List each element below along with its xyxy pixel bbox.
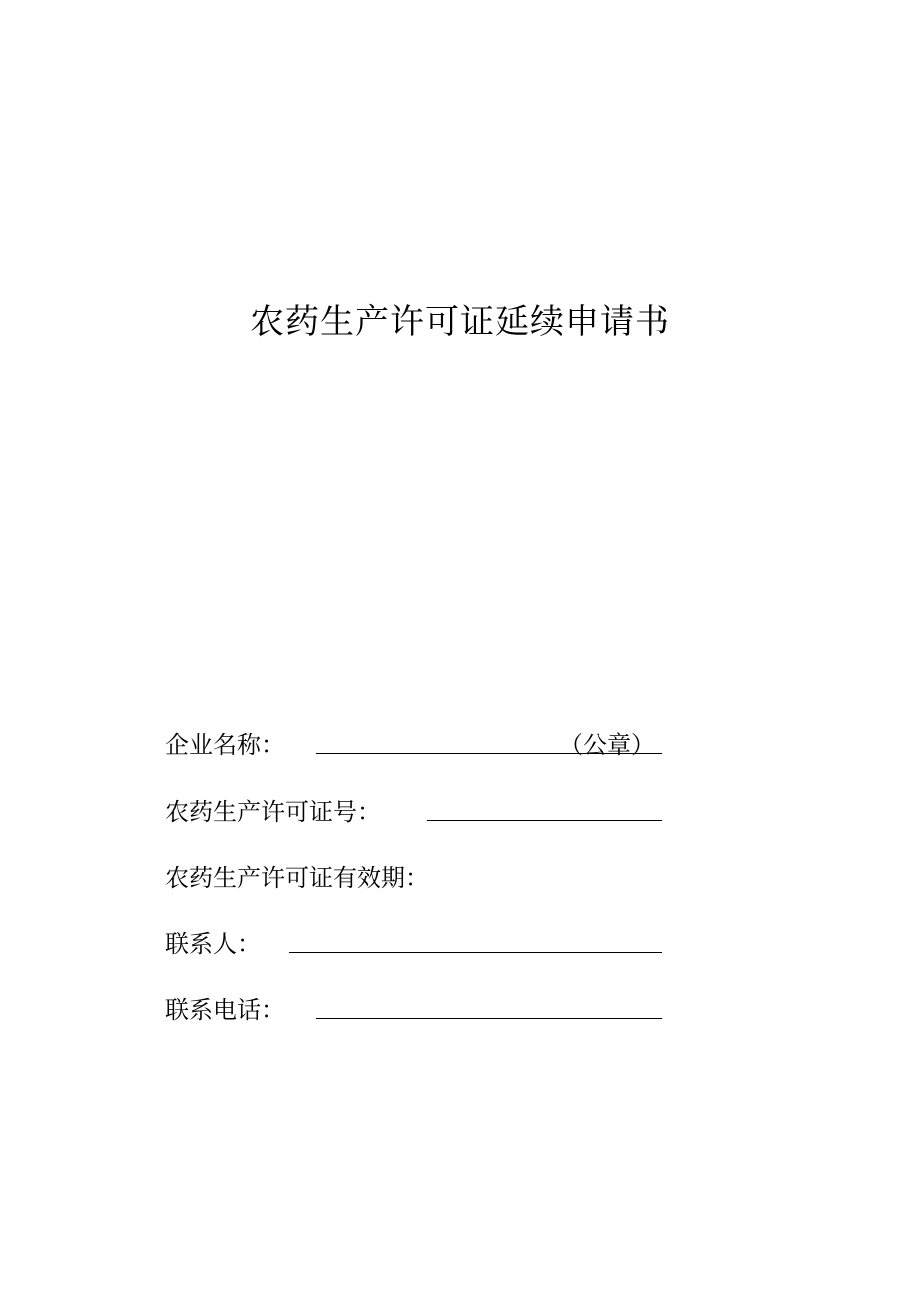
company-seal-text: （公章） bbox=[559, 731, 655, 759]
license-number-label: 农药生产许可证号： bbox=[165, 798, 381, 826]
contact-person-blank[interactable] bbox=[289, 926, 662, 953]
document-title: 农药生产许可证延续申请书 bbox=[250, 302, 670, 342]
license-number-blank[interactable] bbox=[427, 794, 662, 821]
company-name-label: 企业名称： bbox=[165, 731, 285, 759]
contact-person-label: 联系人： bbox=[165, 930, 261, 958]
license-validity-label: 农药生产许可证有效期： bbox=[165, 864, 429, 892]
contact-phone-label: 联系电话： bbox=[165, 996, 285, 1024]
company-name-blank[interactable] bbox=[316, 727, 552, 754]
contact-phone-blank[interactable] bbox=[316, 992, 662, 1019]
